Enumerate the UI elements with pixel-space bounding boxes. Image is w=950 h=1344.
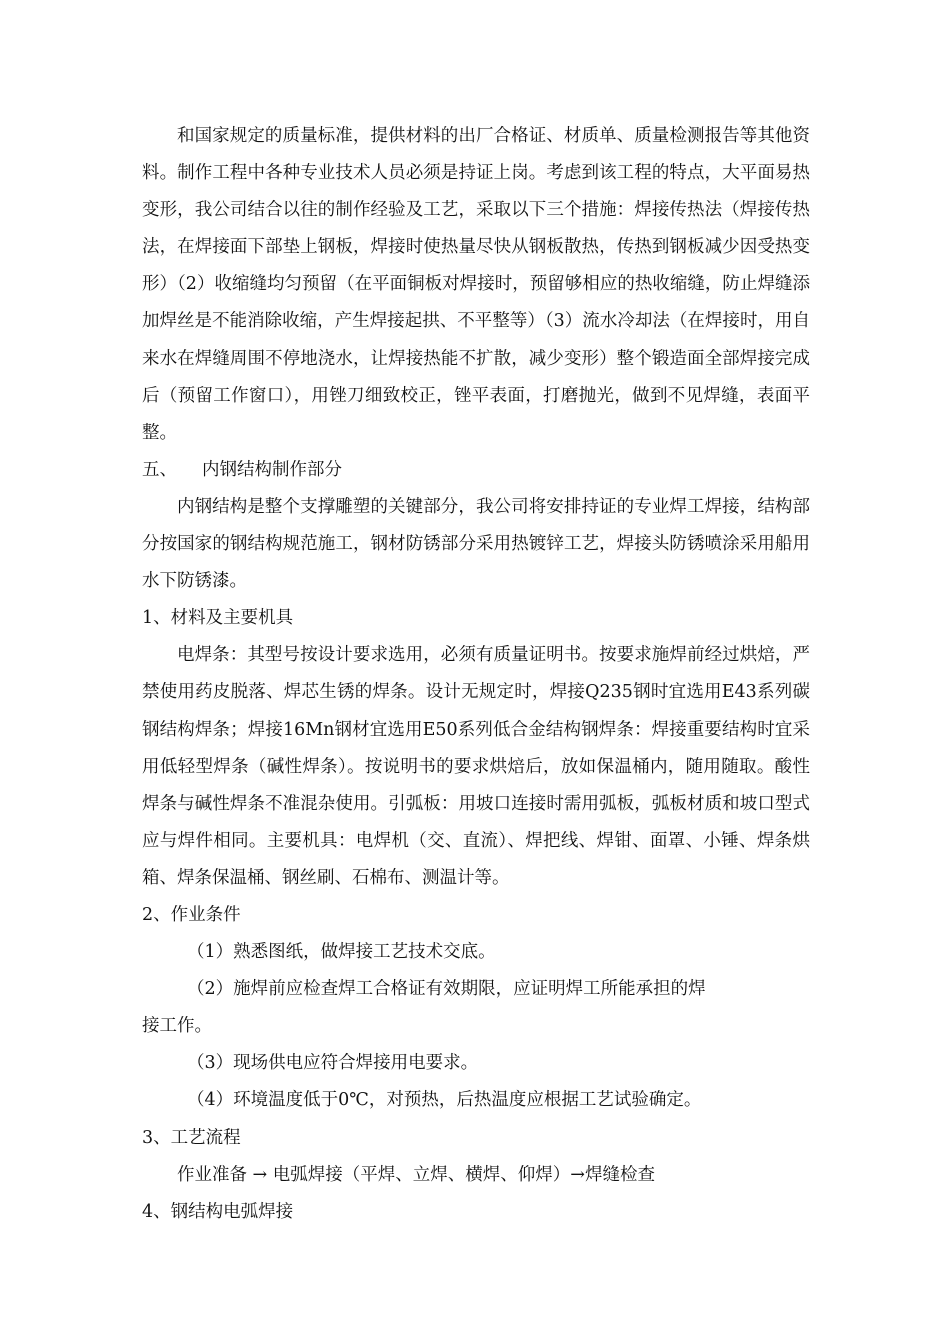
section-five-heading bbox=[142, 452, 810, 489]
paragraph-welding-rods-and-tools: 电焊条：其型号按设计要求选用，必须有质量证明书。按要求施焊前经过烘焙，严禁使用药皮脱落、焊芯生锈的焊条。设计无规定时，焊接Q235钢时宜选用E43系列碳钢结构焊条；焊接16Mn钢材宜选用E50系列低合金结构钢焊条：焊接重要结构时宜采用低轻型焊条（碱性焊条）。按说明书的要求烘焙后，放如保温桶内，随用随取。酸性焊条与碱性焊条不准混杂使用。引弧板：用坡口连接时需用弧板，弧板材质和坡口型式应与焊件相同。主要机具：电焊机（交、直流）、焊把线、焊钳、面罩、小锤、焊条烘箱、焊条保温桶、钢丝刷、石棉布、测温计等。 bbox=[142, 645, 810, 888]
heading-working-conditions: 2、作业条件 bbox=[142, 904, 241, 925]
heading-process-flow: 3、工艺流程 bbox=[142, 1127, 241, 1148]
section-five-title: 内钢结构制作部分 bbox=[202, 459, 342, 480]
condition-item-2-line1: （2）施焊前应检查焊工合格证有效期限，应证明焊工所能承担的焊 bbox=[187, 979, 706, 1000]
document-body bbox=[142, 118, 810, 1231]
heading-materials-and-tools: 1、材料及主要机具 bbox=[142, 608, 294, 629]
section-five-number: 五、 bbox=[142, 459, 177, 480]
condition-item-4: （4）环境温度低于0℃，对预热，后热温度应根据工艺试验确定。 bbox=[187, 1090, 702, 1111]
condition-item-2-line2: 接工作。 bbox=[142, 1016, 212, 1037]
process-flow-line: 作业准备 → 电弧焊接（平焊、立焊、横焊、仰焊）→焊缝检查 bbox=[177, 1164, 655, 1185]
condition-item-1: （1）熟悉图纸，做焊接工艺技术交底。 bbox=[187, 942, 496, 963]
heading-arc-welding: 4、钢结构电弧焊接 bbox=[142, 1201, 294, 1222]
condition-item-3: （3）现场供电应符合焊接用电要求。 bbox=[187, 1053, 479, 1074]
paragraph-quality-and-welding-measures: 和国家规定的质量标准，提供材料的出厂合格证、材质单、质量检测报告等其他资料。制作工程中各种专业技术人员必须是持证上岗。考虑到该工程的特点，大平面易热变形，我公司结合以往的制作经验及工艺，采取以下三个措施：焊接传热法（焊接传热法，在焊接面下部垫上钢板，焊接时使热量尽快从钢板散热，传热到钢板减少因受热变形）（2）收缩缝均匀预留（在平面铜板对焊接时，预留够相应的热收缩缝，防止焊缝添加焊丝是不能消除收缩，产生焊接起拱、不平整等）（3）流水冷却法（在焊接时，用自来水在焊缝周围不停地浇水，让焊接热能不扩散，减少变形）整个锻造面全部焊接完成后（预留工作窗口），用锉刀细致校正，锉平表面，打磨抛光，做到不见焊缝，表面平整。 bbox=[142, 126, 810, 443]
paragraph-inner-steel-structure: 内钢结构是整个支撑雕塑的关键部分，我公司将安排持证的专业焊工焊接，结构部分按国家的钢结构规范施工，钢材防锈部分采用热镀锌工艺，焊接头防锈喷涂采用船用水下防锈漆。 bbox=[142, 496, 810, 592]
